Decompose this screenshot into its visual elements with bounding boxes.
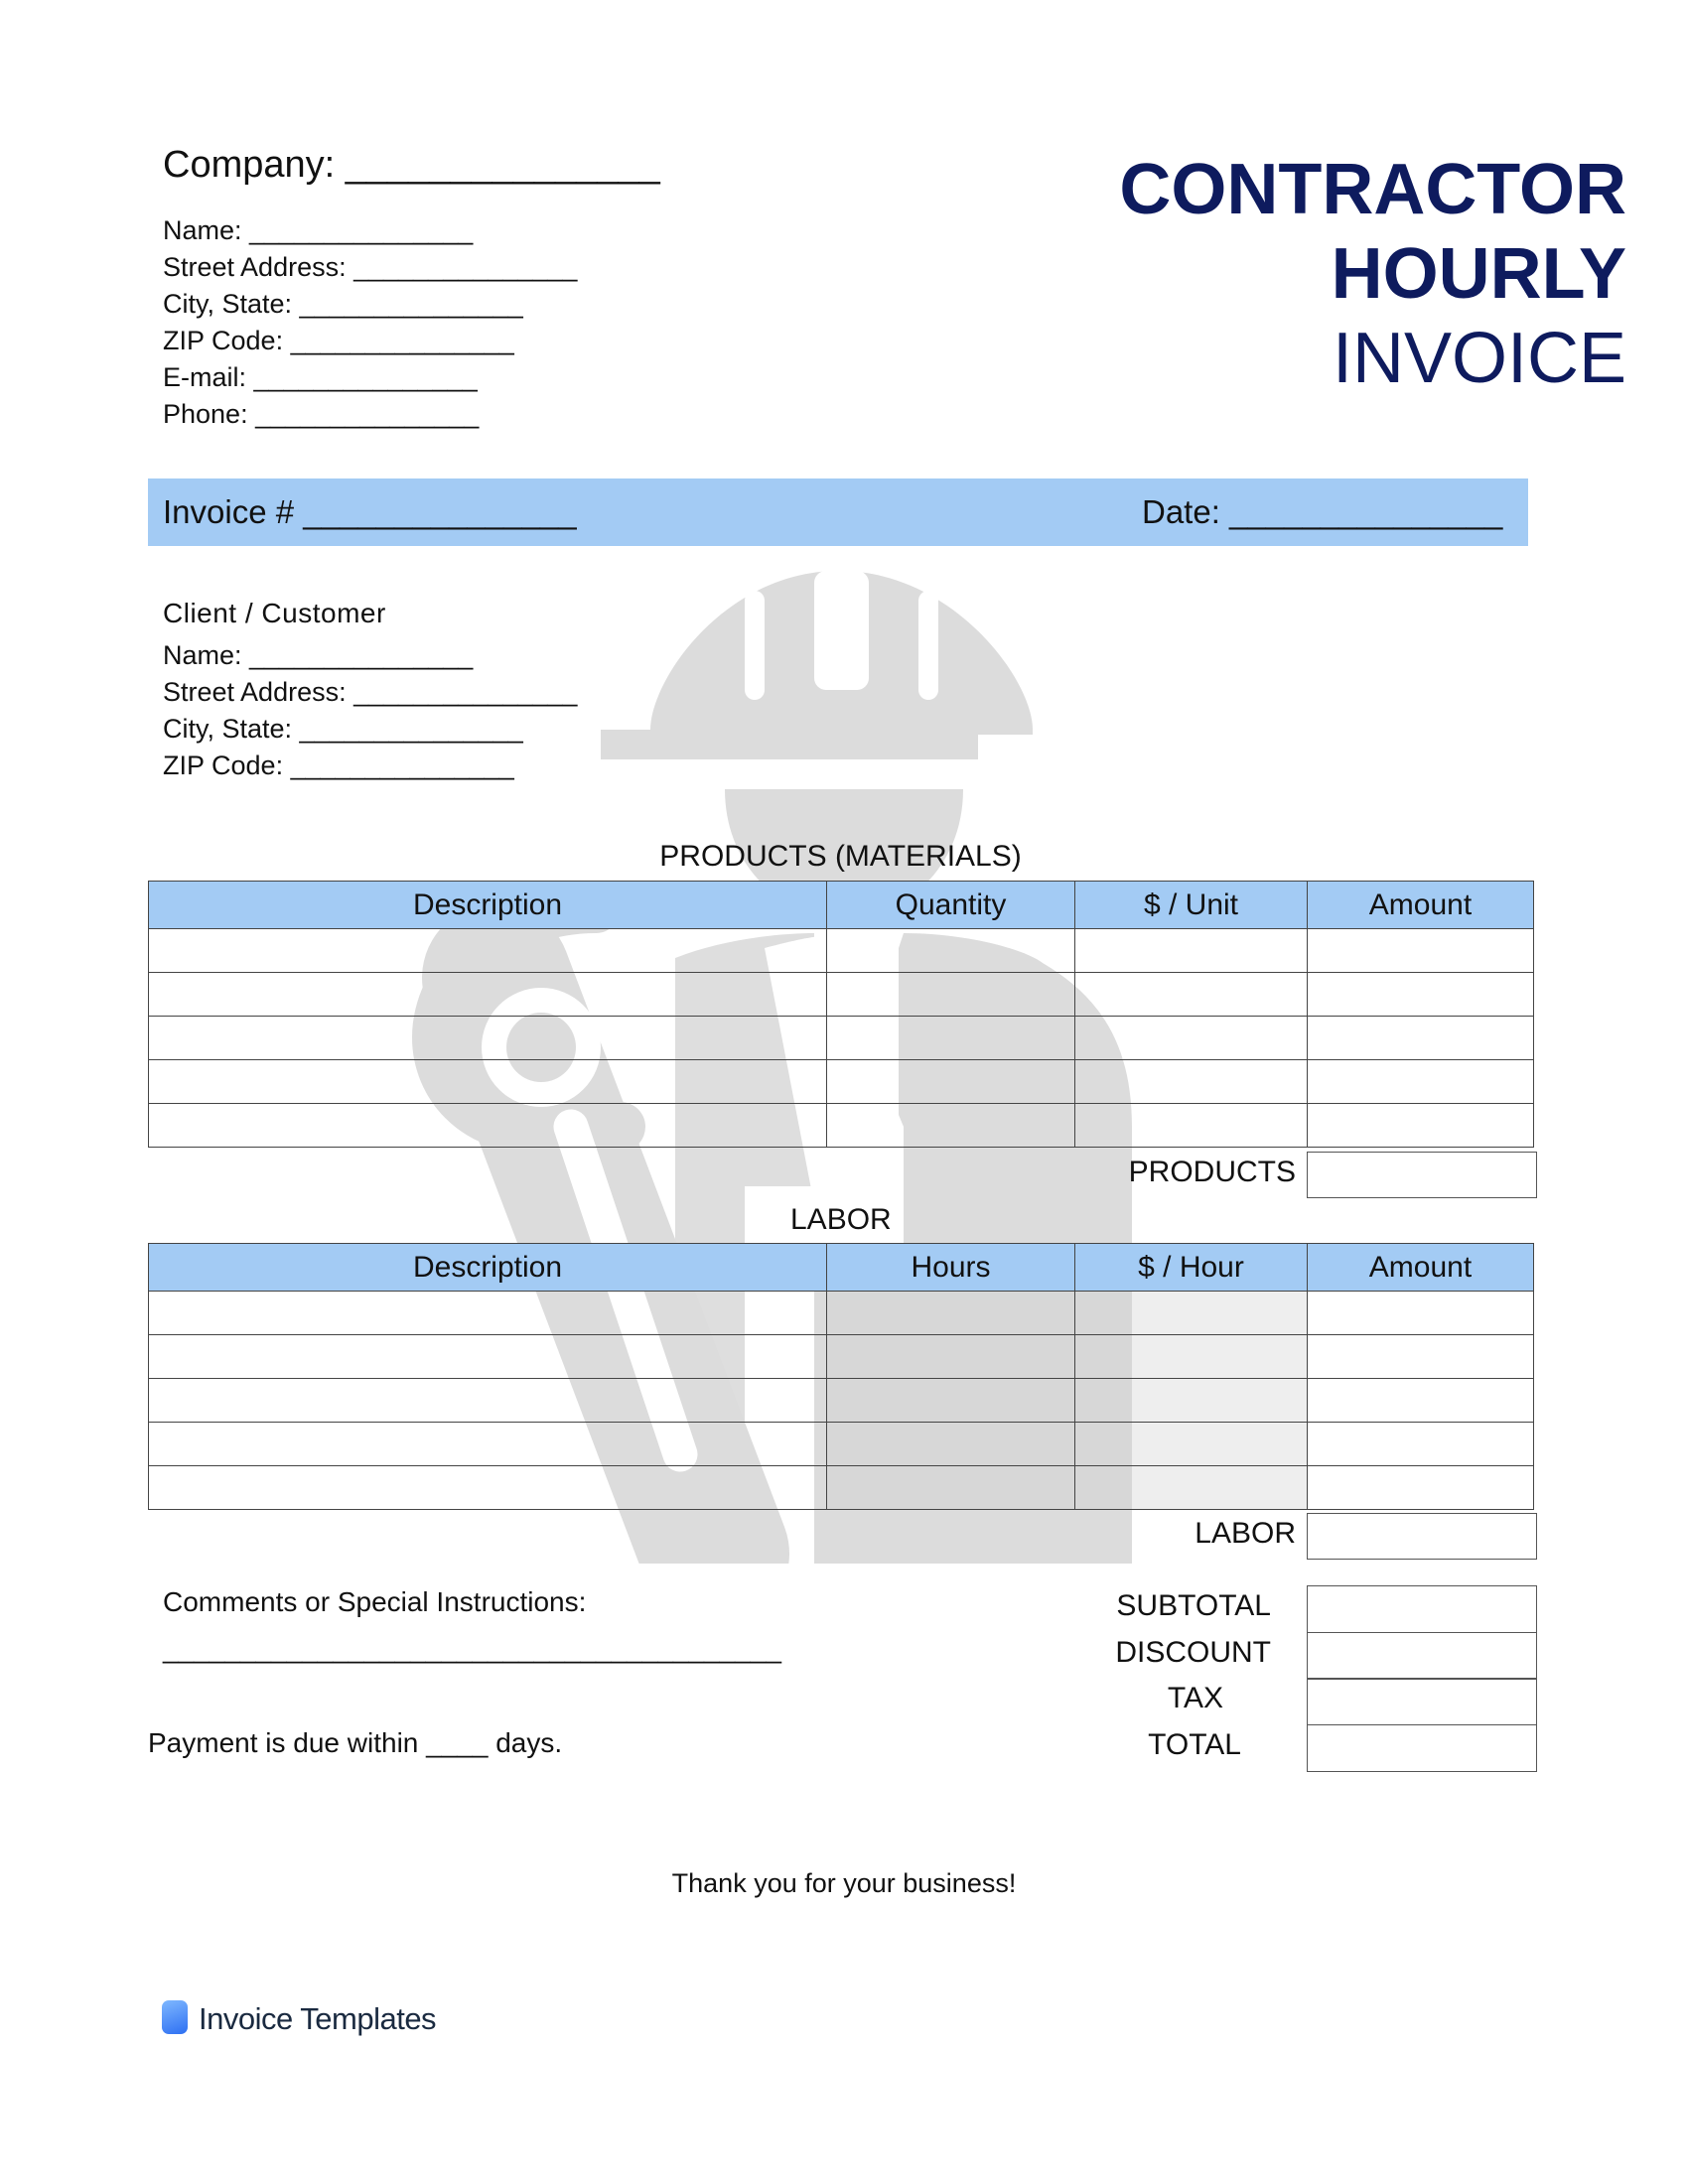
table-row — [149, 929, 1534, 973]
invoice-date-field[interactable]: Date: _______________ — [1142, 493, 1503, 530]
client-heading: Client / Customer — [163, 598, 386, 628]
company-street-field[interactable]: Street Address: _______________ — [163, 252, 578, 282]
labor-hours-cell[interactable] — [827, 1466, 1075, 1510]
table-row — [149, 1379, 1534, 1423]
labor-description-cell[interactable] — [149, 1292, 827, 1335]
table-row — [149, 1292, 1534, 1335]
labor-rate-cell[interactable] — [1075, 1423, 1308, 1466]
products-title: PRODUCTS (MATERIALS) — [659, 840, 1022, 873]
title-hourly: HOURLY — [1331, 234, 1626, 314]
labor-hours-cell[interactable] — [827, 1335, 1075, 1379]
labor-header-row — [149, 1244, 1534, 1292]
products-header-row — [149, 882, 1534, 929]
labor-col-description: Description — [149, 1244, 827, 1292]
total-label: TOTAL — [1148, 1728, 1241, 1761]
company-email-field[interactable]: E-mail: _______________ — [163, 362, 478, 392]
subtotal-label: SUBTOTAL — [1116, 1589, 1271, 1622]
labor-description-cell[interactable] — [149, 1379, 827, 1423]
table-row — [149, 1466, 1534, 1510]
product-unit-cell[interactable] — [1075, 1060, 1308, 1104]
subtotal-box[interactable] — [1307, 1585, 1537, 1633]
labor-description-cell[interactable] — [149, 1423, 827, 1466]
labor-hours-cell[interactable] — [827, 1292, 1075, 1335]
labor-total-label: LABOR — [1195, 1517, 1296, 1550]
labor-description-cell[interactable] — [149, 1335, 827, 1379]
comments-label: Comments or Special Instructions: — [163, 1586, 587, 1617]
products-table — [148, 881, 1534, 1148]
product-description-cell[interactable] — [149, 929, 827, 973]
labor-table — [148, 1243, 1534, 1510]
product-amount-cell[interactable] — [1308, 1060, 1534, 1104]
thank-you-note: Thank you for your business! — [671, 1868, 1017, 1898]
labor-amount-cell[interactable] — [1308, 1379, 1534, 1423]
payment-terms[interactable]: Payment is due within ____ days. — [148, 1727, 563, 1758]
table-row — [149, 973, 1534, 1017]
product-amount-cell[interactable] — [1308, 1104, 1534, 1148]
labor-rate-cell[interactable] — [1075, 1379, 1308, 1423]
product-unit-cell[interactable] — [1075, 973, 1308, 1017]
title-invoice: INVOICE — [1332, 319, 1626, 398]
client-street-field[interactable]: Street Address: _______________ — [163, 677, 578, 707]
labor-amount-cell[interactable] — [1308, 1335, 1534, 1379]
comments-field[interactable]: ________________________________________ — [163, 1633, 781, 1664]
company-zip-field[interactable]: ZIP Code: _______________ — [163, 326, 514, 355]
product-description-cell[interactable] — [149, 1104, 827, 1148]
labor-amount-cell[interactable] — [1308, 1292, 1534, 1335]
products-col-unit-price: $ / Unit — [1075, 882, 1308, 929]
labor-hours-cell[interactable] — [827, 1423, 1075, 1466]
labor-hours-cell[interactable] — [827, 1379, 1075, 1423]
product-unit-cell[interactable] — [1075, 1104, 1308, 1148]
company-city-field[interactable]: City, State: _______________ — [163, 289, 523, 319]
labor-rate-cell[interactable] — [1075, 1292, 1308, 1335]
table-row — [149, 1335, 1534, 1379]
product-quantity-cell[interactable] — [827, 1017, 1075, 1060]
product-quantity-cell[interactable] — [827, 929, 1075, 973]
labor-total-box[interactable] — [1307, 1513, 1537, 1560]
labor-amount-cell[interactable] — [1308, 1423, 1534, 1466]
table-row — [149, 1017, 1534, 1060]
product-amount-cell[interactable] — [1308, 929, 1534, 973]
product-amount-cell[interactable] — [1308, 1017, 1534, 1060]
product-amount-cell[interactable] — [1308, 973, 1534, 1017]
brand-name: Invoice Templates — [199, 2001, 437, 2036]
company-phone-field[interactable]: Phone: _______________ — [163, 399, 480, 429]
labor-title: LABOR — [790, 1203, 892, 1236]
product-description-cell[interactable] — [149, 973, 827, 1017]
labor-description-cell[interactable] — [149, 1466, 827, 1510]
product-description-cell[interactable] — [149, 1017, 827, 1060]
labor-col-hours: Hours — [827, 1244, 1075, 1292]
products-col-amount: Amount — [1308, 882, 1534, 929]
labor-col-rate: $ / Hour — [1075, 1244, 1308, 1292]
discount-box[interactable] — [1307, 1632, 1537, 1680]
labor-col-amount: Amount — [1308, 1244, 1534, 1292]
table-row — [149, 1060, 1534, 1104]
table-row — [149, 1423, 1534, 1466]
client-city-field[interactable]: City, State: _______________ — [163, 714, 523, 744]
company-label[interactable]: Company: _______________ — [163, 144, 660, 186]
title-contractor: CONTRACTOR — [1119, 150, 1626, 229]
products-total-label: PRODUCTS — [1128, 1156, 1296, 1188]
company-name-field[interactable]: Name: _______________ — [163, 215, 474, 245]
product-unit-cell[interactable] — [1075, 1017, 1308, 1060]
products-col-quantity: Quantity — [827, 882, 1075, 929]
labor-rate-cell[interactable] — [1075, 1335, 1308, 1379]
tax-box[interactable] — [1307, 1678, 1537, 1725]
product-unit-cell[interactable] — [1075, 929, 1308, 973]
discount-label: DISCOUNT — [1115, 1636, 1271, 1669]
product-description-cell[interactable] — [149, 1060, 827, 1104]
total-box[interactable] — [1307, 1724, 1537, 1772]
labor-rate-cell[interactable] — [1075, 1466, 1308, 1510]
product-quantity-cell[interactable] — [827, 973, 1075, 1017]
client-zip-field[interactable]: ZIP Code: _______________ — [163, 751, 514, 780]
product-quantity-cell[interactable] — [827, 1060, 1075, 1104]
labor-amount-cell[interactable] — [1308, 1466, 1534, 1510]
product-quantity-cell[interactable] — [827, 1104, 1075, 1148]
tax-label: TAX — [1167, 1682, 1223, 1714]
client-name-field[interactable]: Name: _______________ — [163, 640, 474, 670]
invoice-number-field[interactable]: Invoice # _______________ — [163, 493, 577, 530]
products-col-description: Description — [149, 882, 827, 929]
products-total-box[interactable] — [1307, 1152, 1537, 1198]
invoice-templates-logo-icon — [162, 2000, 188, 2034]
table-row — [149, 1104, 1534, 1148]
